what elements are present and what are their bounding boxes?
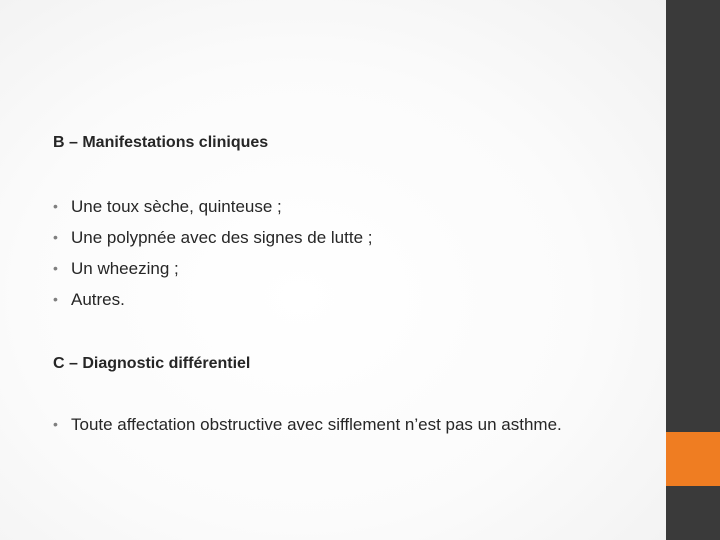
list-item: • Une toux sèche, quinteuse ; [53,191,372,222]
section-b-bullet-list [53,191,372,315]
section-c-bullet-list [53,413,613,436]
list-item: • Toute affectation obstructive avec sifflement n’est pas un asthme. [53,413,613,436]
list-item: • Autres. [53,284,372,315]
list-item: • Un wheezing ; [53,253,372,284]
list-item: • Une polypnée avec des signes de lutte ; [53,222,372,253]
decorative-accent-block [666,432,720,486]
section-b-title: B – Manifestations cliniques [53,134,269,151]
section-c-title: C – Diagnostic différentiel [53,355,251,372]
